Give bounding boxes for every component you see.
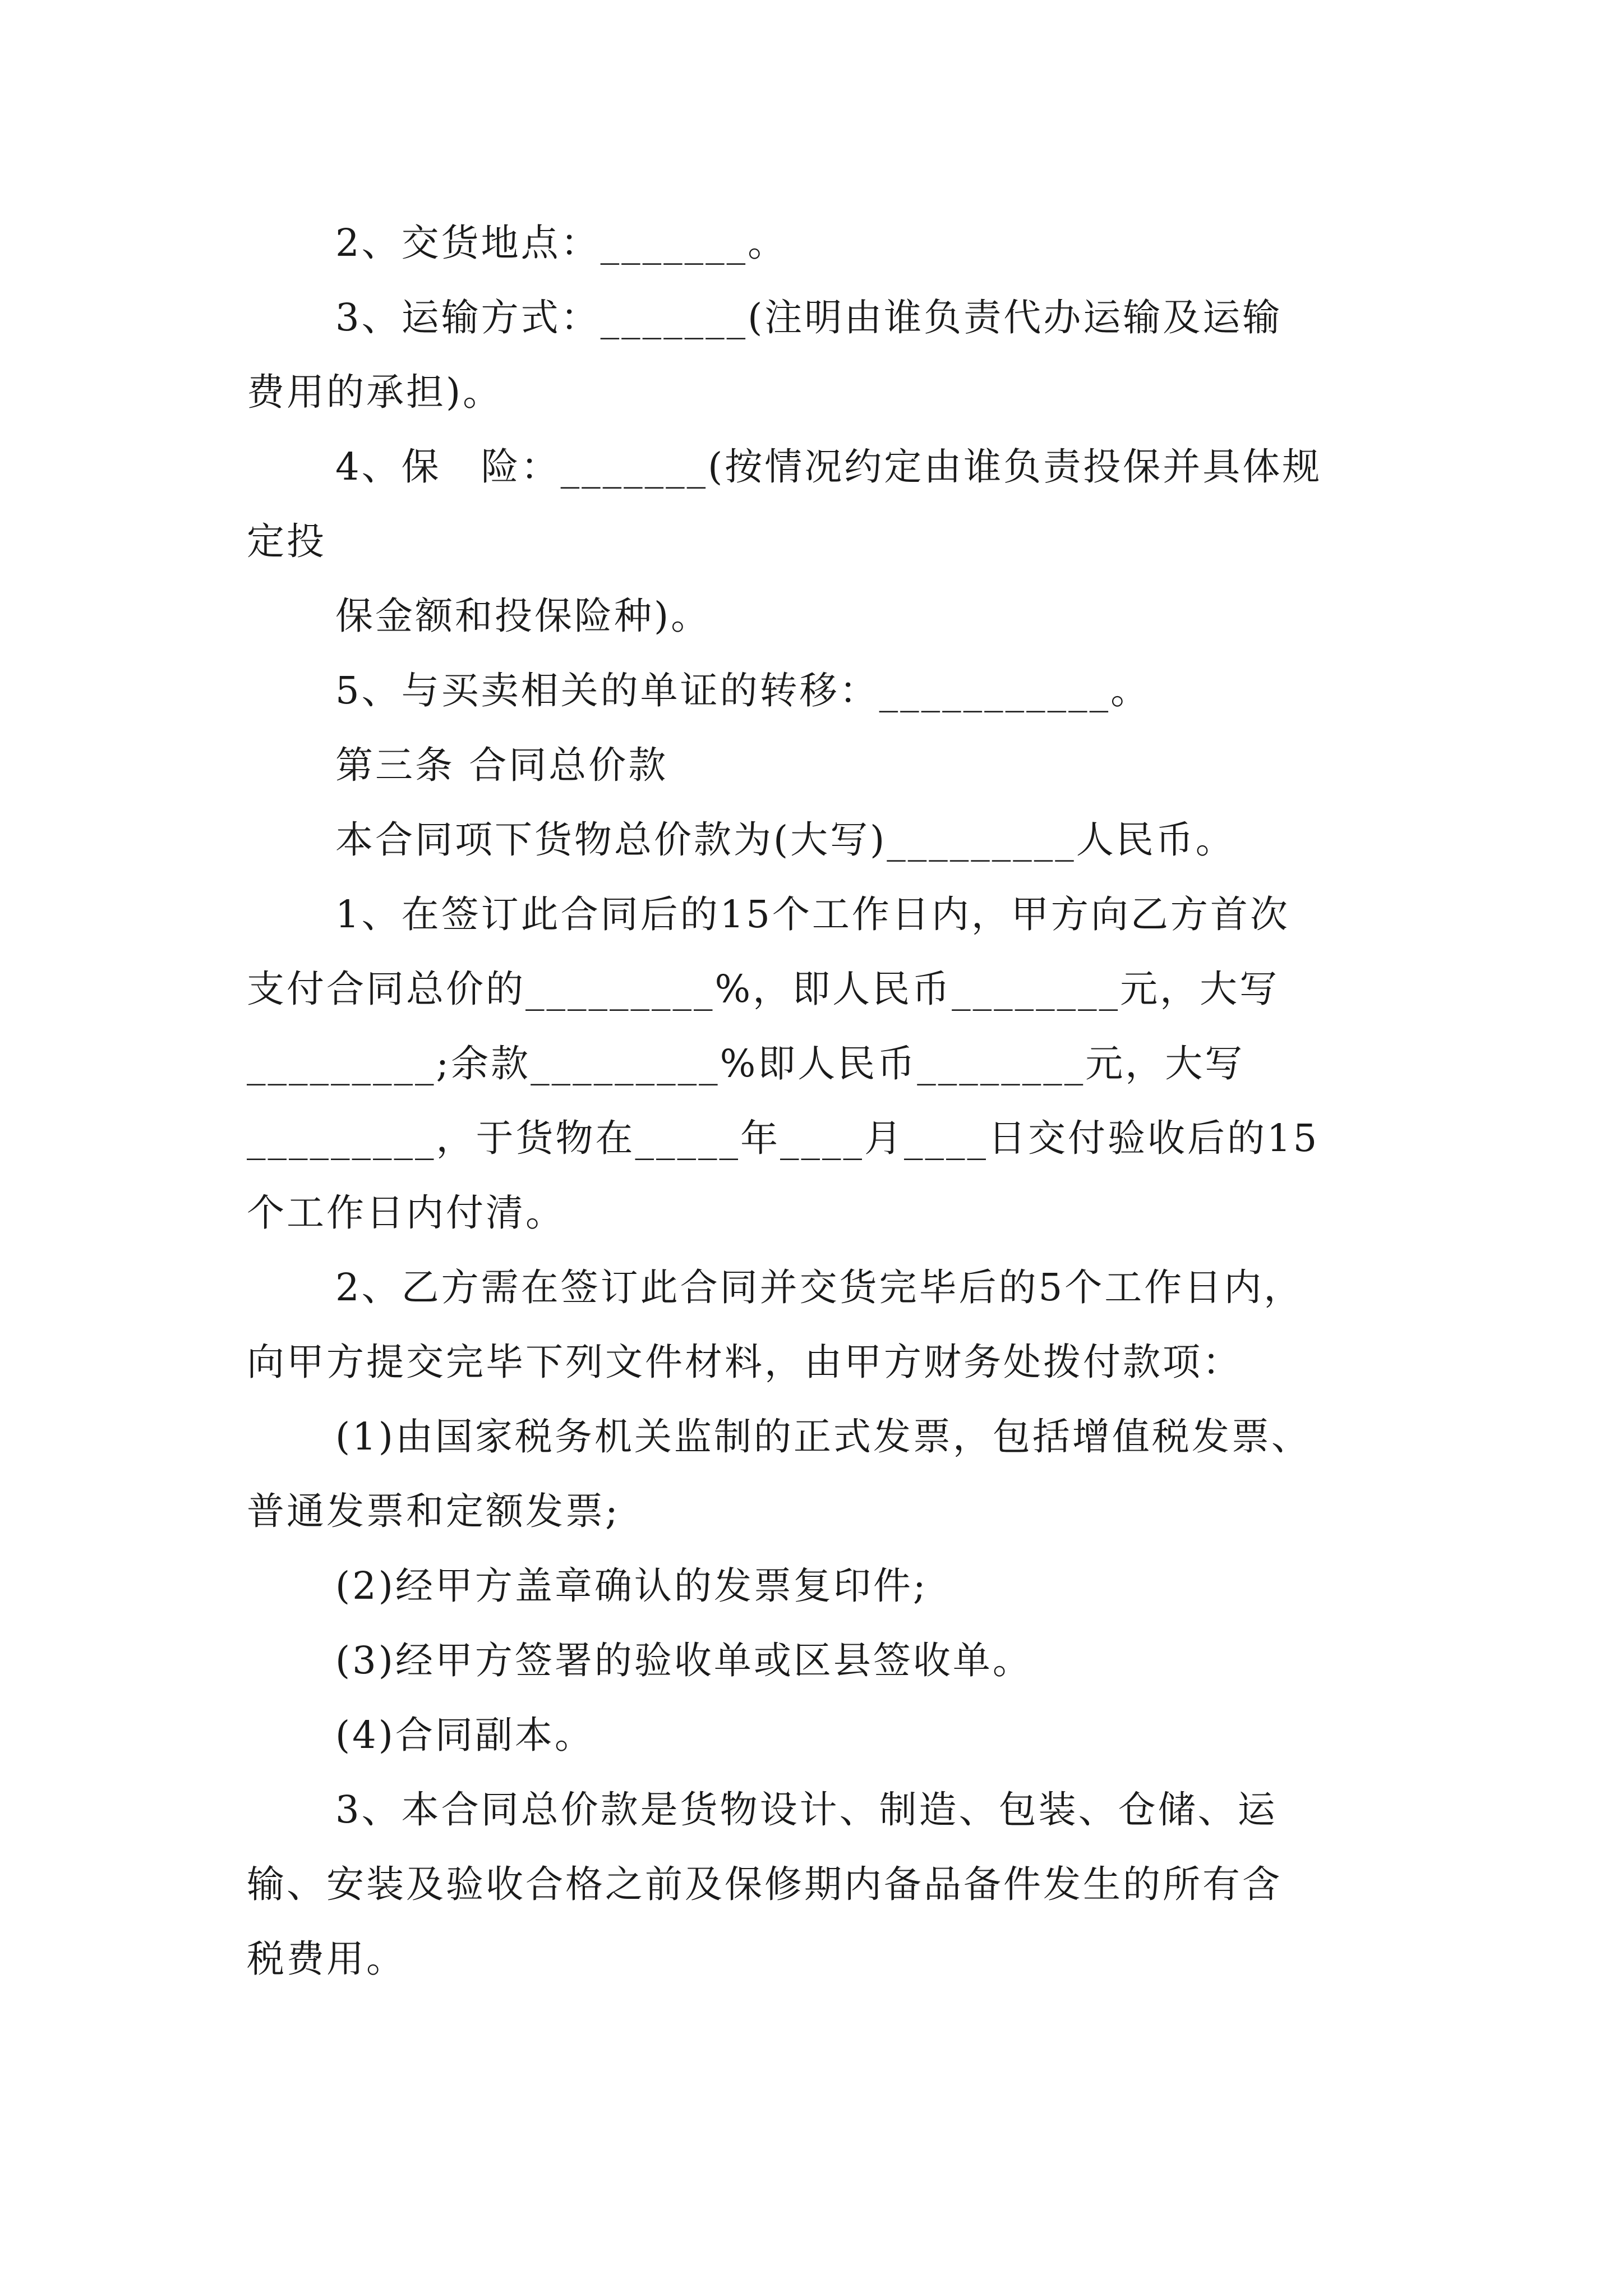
text-line-insurance: 4、保 险：_______(按情况约定由谁负责投保并具体规 — [335, 445, 1322, 489]
list-item-contract-copy: (4)合同副本。 — [335, 1713, 594, 1757]
text-line-delivery-place: 2、交货地点：_______。 — [335, 221, 788, 265]
text-line-transport-cost: 费用的承担)。 — [247, 370, 503, 414]
text-line-document-transfer: 5、与买卖相关的单证的转移：___________。 — [335, 669, 1151, 712]
section-heading-article-3: 第三条 合同总价款 — [335, 743, 668, 787]
text-line-price-scope: 3、本合同总价款是货物设计、制造、包装、仓储、运 — [335, 1788, 1278, 1832]
text-line-payment-2: 2、乙方需在签订此合同并交货完毕后的5个工作日内， — [335, 1266, 1304, 1309]
list-item-invoice-copy: (2)经甲方盖章确认的发票复印件; — [335, 1564, 928, 1608]
text-line-transport-method: 3、运输方式：_______(注明由谁负责代办运输及运输 — [335, 296, 1283, 339]
text-line-payment-2-cont: 向甲方提交完毕下列文件材料，由甲方财务处拨付款项： — [247, 1340, 1242, 1384]
list-item-invoice: (1)由国家税务机关监制的正式发票，包括增值税发票、 — [335, 1415, 1311, 1458]
text-line-price-scope-cont: 输、安装及验收合格之前及保修期内备品备件发生的所有含 — [247, 1862, 1282, 1906]
text-line-payment-1-date: _________，于货物在_____年____月____日交付验收后的15 — [247, 1116, 1320, 1160]
text-line-insurance-cont: 定投 — [247, 519, 326, 563]
text-line-total-price: 本合同项下货物总价款为(大写)_________人民币。 — [335, 818, 1235, 862]
text-line-payment-1-end: 个工作日内付清。 — [247, 1191, 565, 1235]
text-line-payment-1-cont: 支付合同总价的_________%，即人民币________元，大写 — [247, 967, 1280, 1011]
text-line-insurance-amount: 保金额和投保险种)。 — [335, 594, 711, 638]
text-line-price-scope-end: 税费用。 — [247, 1937, 406, 1981]
list-item-invoice-cont: 普通发票和定额发票; — [247, 1489, 620, 1533]
text-line-payment-1: 1、在签订此合同后的15个工作日内，甲方向乙方首次 — [335, 892, 1290, 936]
list-item-acceptance-form: (3)经甲方签署的验收单或区县签收单。 — [335, 1639, 1032, 1682]
text-line-payment-1-balance: _________;余款_________%即人民币________元，大写 — [247, 1042, 1245, 1085]
